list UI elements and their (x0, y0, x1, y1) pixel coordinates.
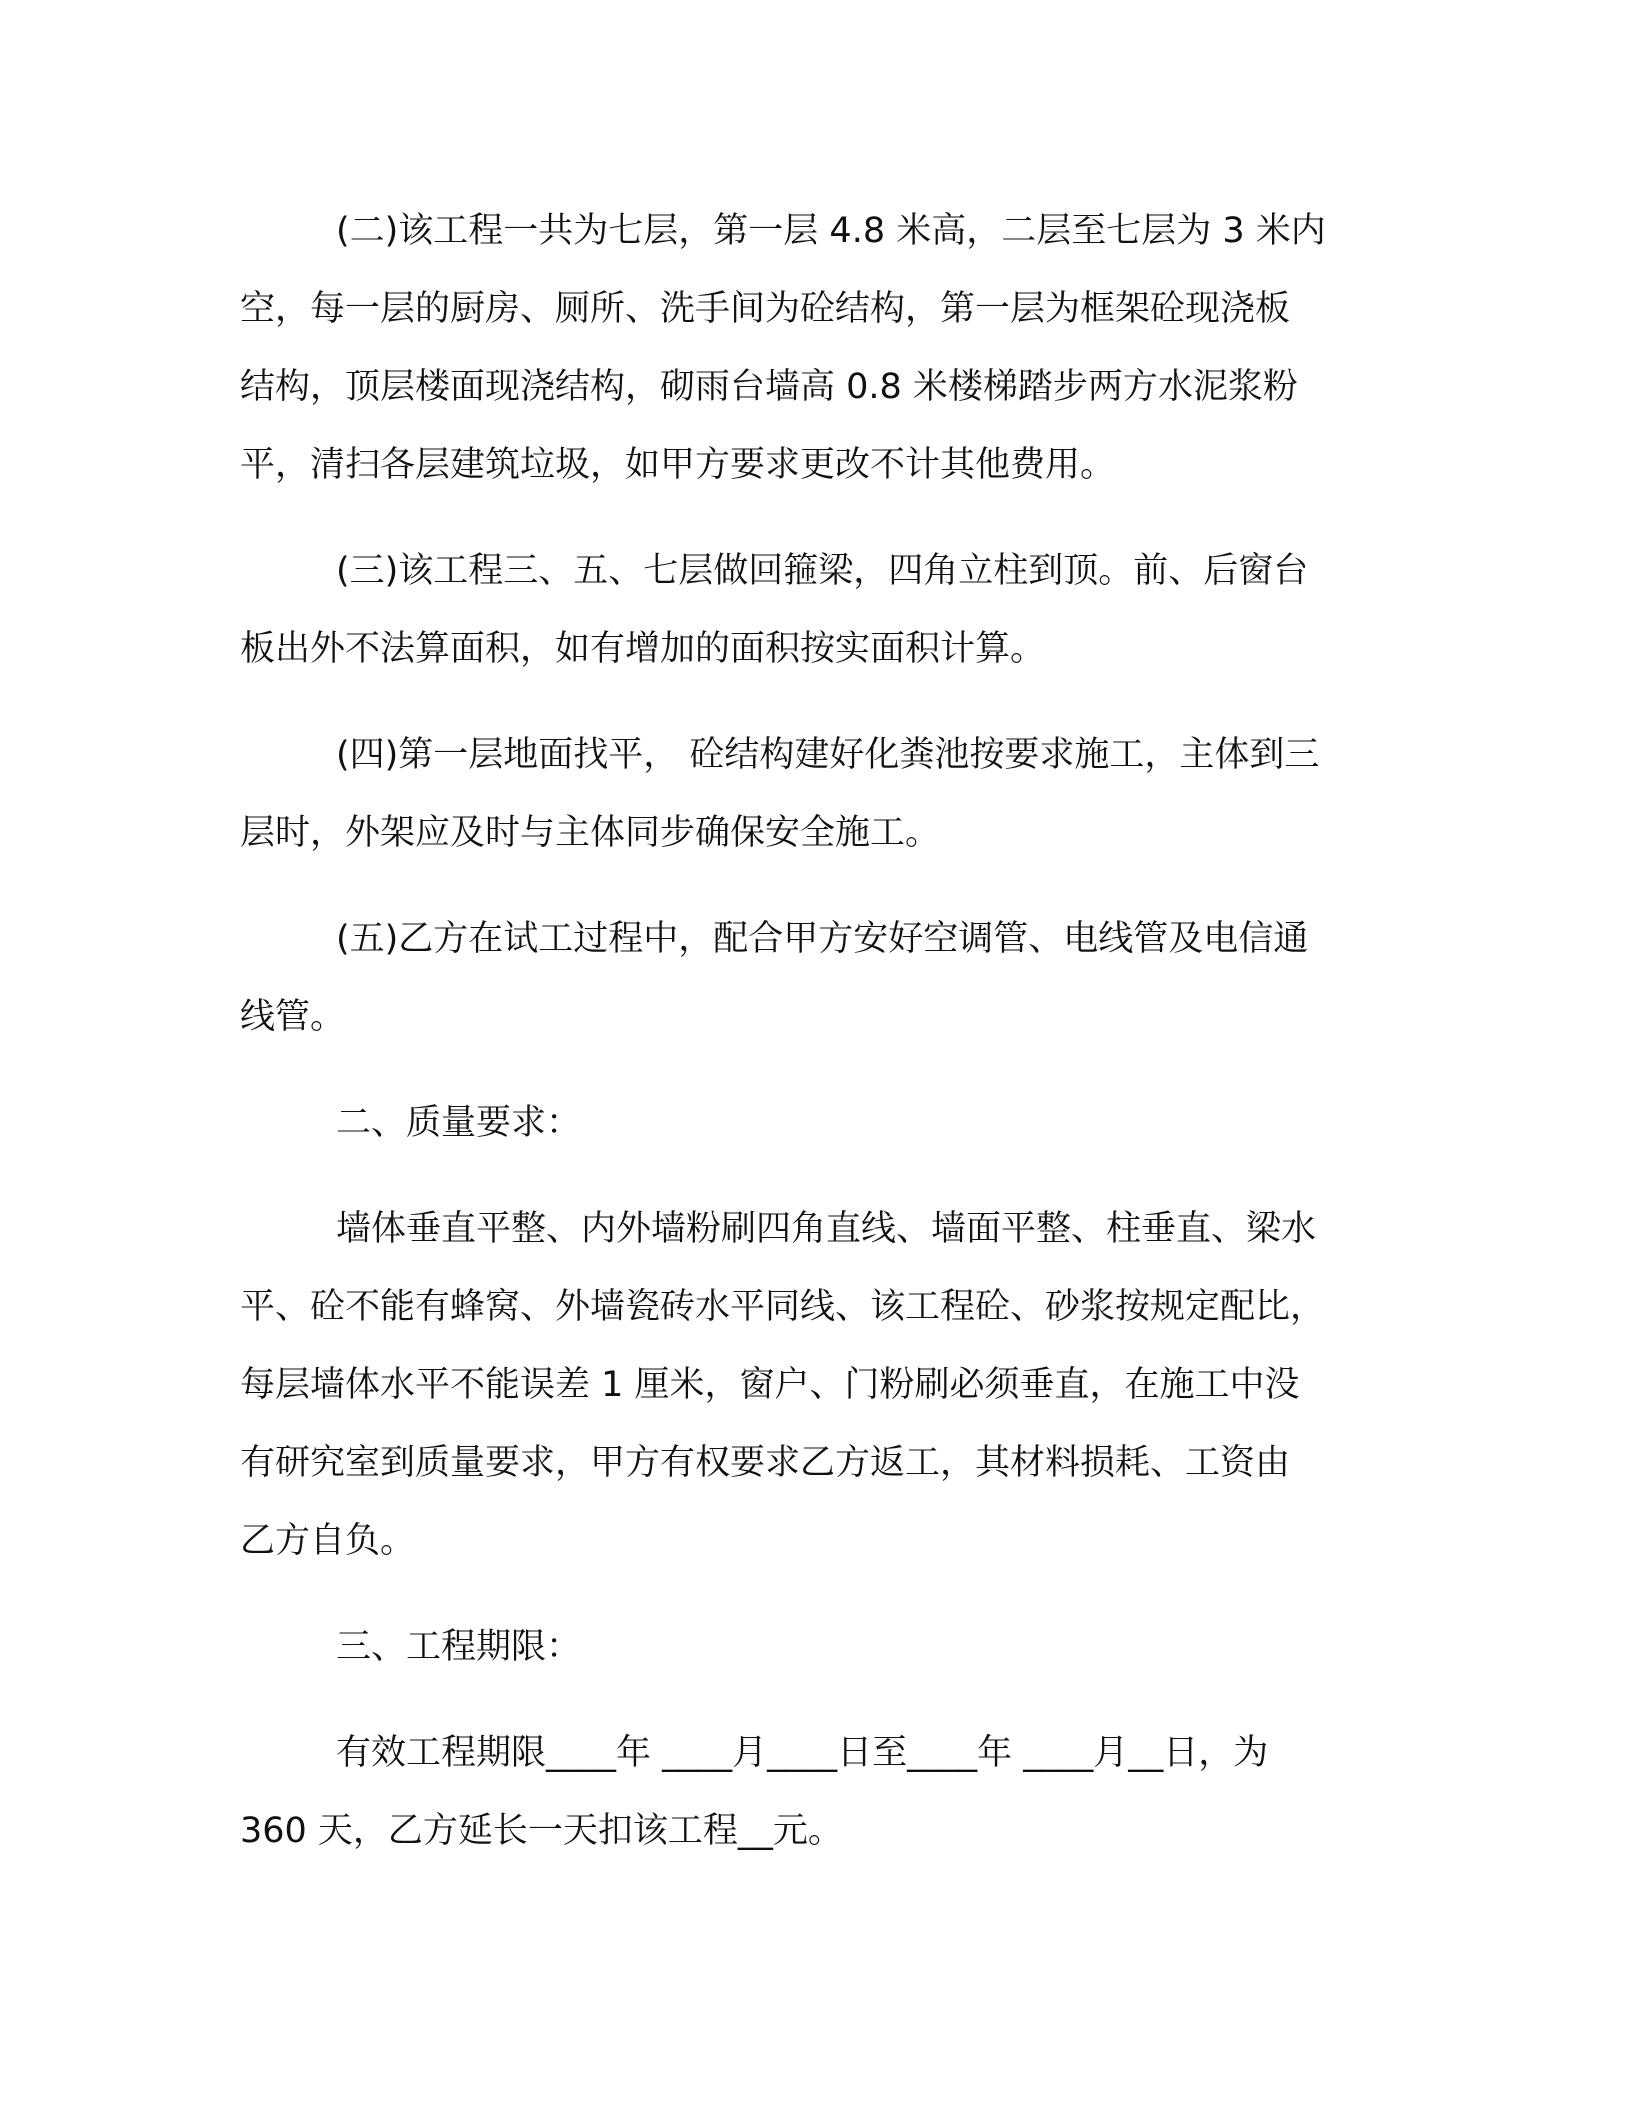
text-line: (三)该工程三、五、七层做回箍梁，四角立柱到顶。前、后窗台 (336, 551, 1309, 591)
paragraph-quality-requirements (240, 1190, 1376, 1580)
text-line: 墙体垂直平整、内外墙粉刷四角直线、墙面平整、柱垂直、梁水 (336, 1209, 1317, 1249)
paragraph-ring-beam (240, 532, 1376, 688)
text-line: 每层墙体水平不能误差 1 厘米，窗户、门粉刷必须垂直，在施工中没 (240, 1365, 1300, 1405)
text-line: 层时，外架应及时与主体同步确保安全施工。 (240, 813, 941, 853)
paragraph-duration (240, 1714, 1376, 1870)
text-line: 空，每一层的厨房、厕所、洗手间为砼结构，第一层为框架砼现浇板 (240, 289, 1291, 329)
text-line: 360 天，乙方延长一天扣该工程__元。 (240, 1811, 843, 1851)
text-line: 有效工程期限____年 ____月____日至____年 ____月__日，为 (336, 1733, 1269, 1773)
text-line: 线管。 (240, 997, 346, 1037)
section-heading-duration (240, 1608, 1376, 1686)
text-line: 板出外不法算面积，如有增加的面积按实面积计算。 (240, 629, 1046, 669)
text-line: (五)乙方在试工过程中，配合甲方安好空调管、电线管及电信通 (336, 919, 1309, 959)
heading-text: 二、质量要求： (336, 1103, 582, 1143)
text-line: (二)该工程一共为七层，第一层 4.8 米高，二层至七层为 3 米内 (336, 211, 1326, 251)
text-line: 有研究室到质量要求，甲方有权要求乙方返工，其材料损耗、工资由 (240, 1443, 1291, 1483)
section-heading-quality (240, 1084, 1376, 1162)
paragraph-ground-leveling (240, 716, 1376, 872)
text-line: 结构，顶层楼面现浇结构，砌雨台墙高 0.8 米楼梯踏步两方水泥浆粉 (240, 367, 1298, 407)
text-line: (四)第一层地面找平， 砼结构建好化粪池按要求施工，主体到三 (336, 735, 1320, 775)
text-line: 平，清扫各层建筑垃圾，如甲方要求更改不计其他费用。 (240, 445, 1116, 485)
paragraph-building-structure (240, 192, 1376, 504)
text-line: 乙方自负。 (240, 1521, 416, 1561)
document-page (240, 192, 1376, 1870)
text-line: 平、砼不能有蜂窝、外墙瓷砖水平同线、该工程砼、砂浆按规定配比， (240, 1287, 1326, 1327)
paragraph-pipes (240, 900, 1376, 1056)
heading-text: 三、工程期限： (336, 1627, 582, 1667)
